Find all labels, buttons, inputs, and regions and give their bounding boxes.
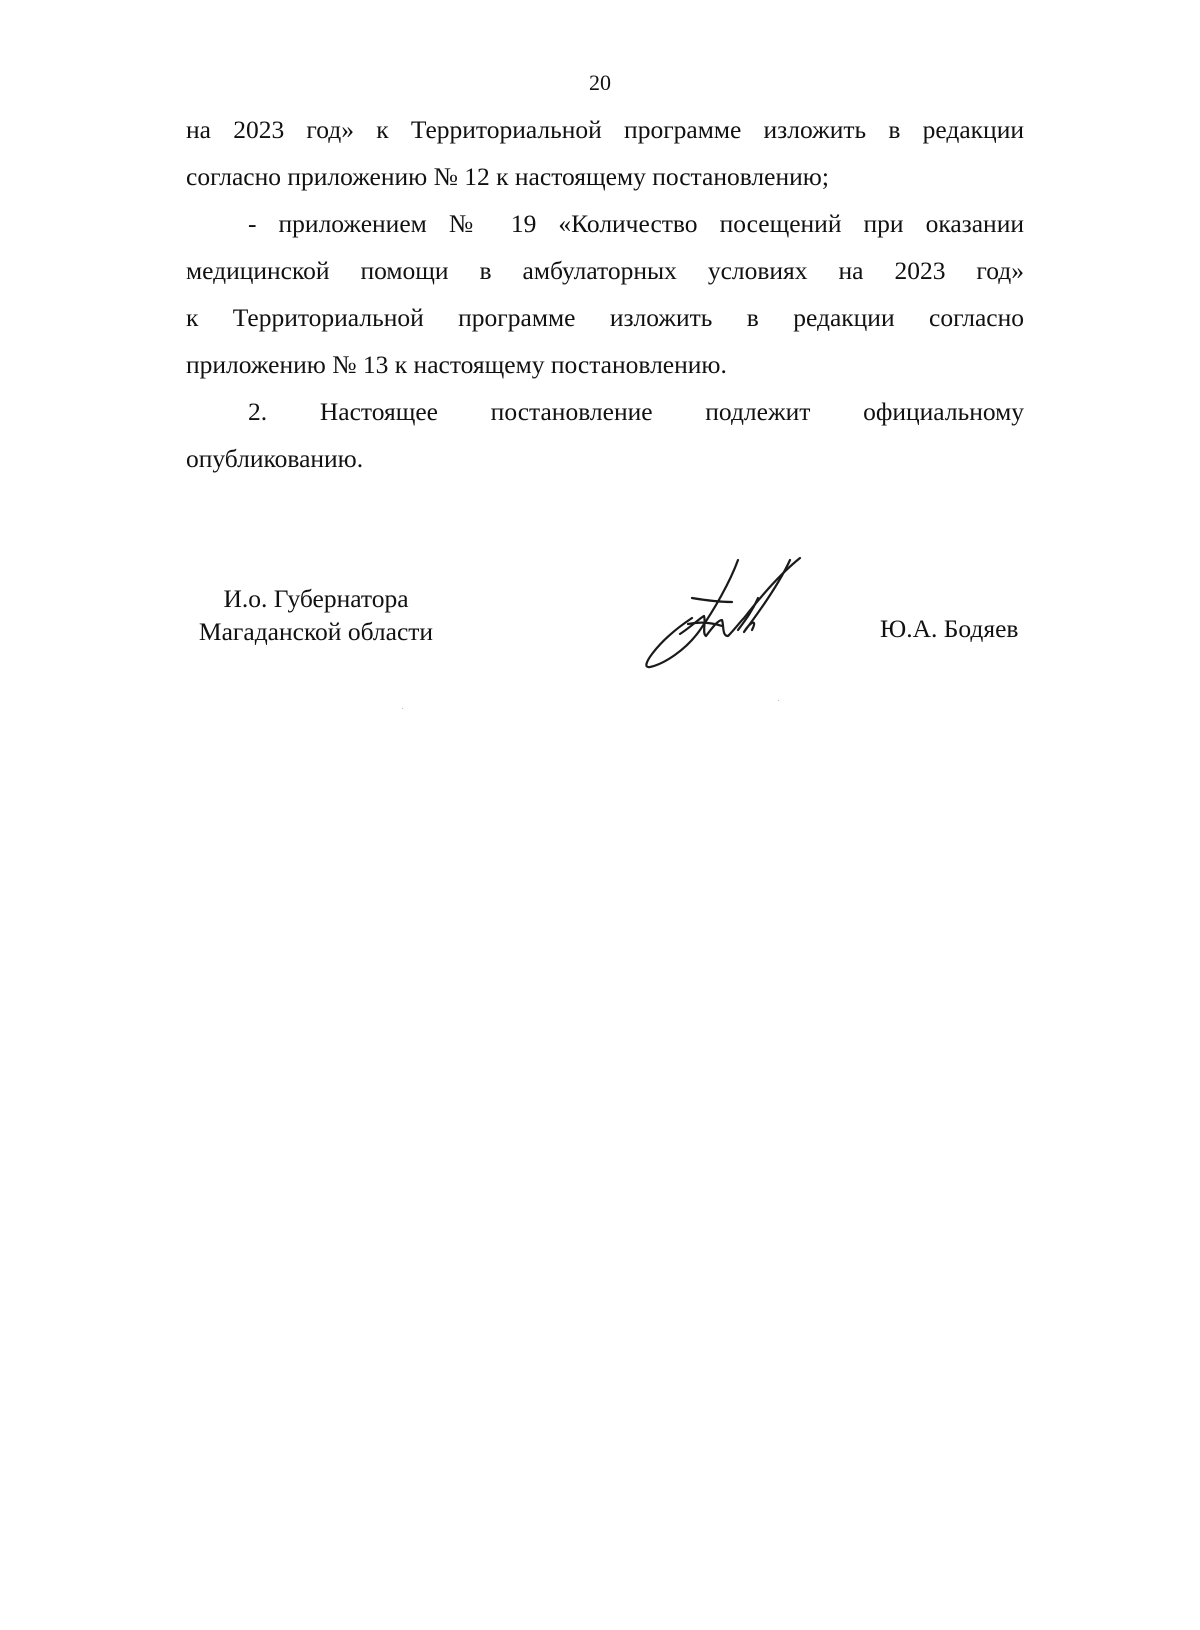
body-line: на 2023 год» к Территориальной программе изложить в редакции <box>186 115 1024 144</box>
signatory-position-line1: И.о. Губернатора <box>223 584 409 613</box>
signatory-position <box>186 582 446 648</box>
body-line: 2. Настоящее постановление подлежит официальному <box>248 397 1024 426</box>
page-number: 20 <box>589 70 611 95</box>
document-body <box>186 106 1024 482</box>
body-line: - приложением № 19 «Количество посещений при оказании <box>248 209 1024 238</box>
body-line: приложению № 13 к настоящему постановлению. <box>186 350 727 379</box>
body-line: опубликованию. <box>186 444 364 473</box>
body-line: к Территориальной программе изложить в редакции согласно <box>186 303 1024 332</box>
scan-speck <box>778 700 779 701</box>
body-line: медицинской помощи в амбулаторных условиях на 2023 год» <box>186 256 1024 285</box>
scan-speck <box>402 708 403 709</box>
signatory-position-line2: Магаданской области <box>198 617 434 646</box>
signatory-name: Ю.А. Бодяев <box>880 614 1019 643</box>
handwritten-signature <box>640 552 815 677</box>
body-line: согласно приложению № 12 к настоящему постановлению; <box>186 162 829 191</box>
